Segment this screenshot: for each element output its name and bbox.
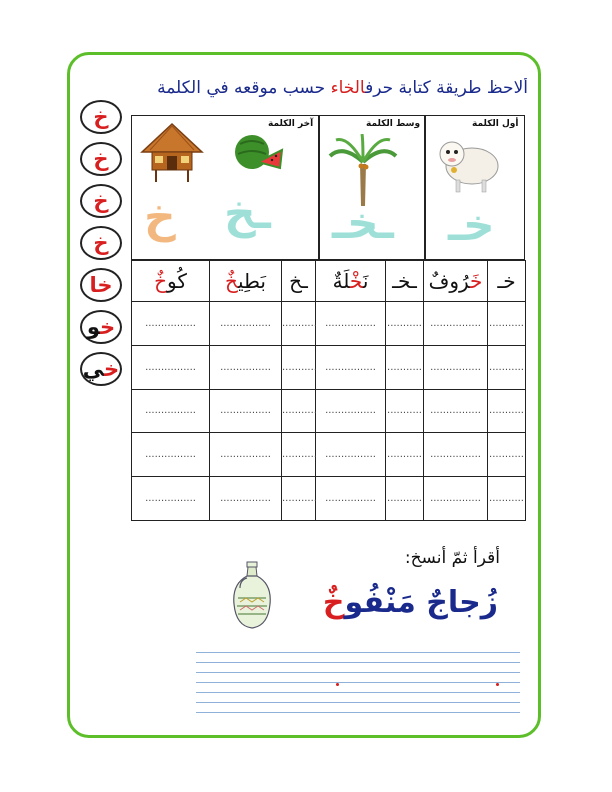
guide-line xyxy=(196,652,520,653)
writing-cell[interactable]: ........... xyxy=(488,389,526,433)
title-suffix: حسب موقعه في الكلمة xyxy=(157,78,331,98)
writing-cell[interactable]: ........... xyxy=(386,389,424,433)
title-highlight: الخاء xyxy=(330,78,366,98)
label-middle-of-word: وسط الكلمة xyxy=(366,119,421,129)
writing-cell[interactable]: ................ xyxy=(316,345,386,389)
sheep-picture xyxy=(432,132,504,196)
guide-line xyxy=(196,662,520,663)
watermelon-picture xyxy=(232,132,284,172)
guide-line xyxy=(196,702,520,703)
practice-grid xyxy=(131,260,526,521)
writing-cell[interactable]: ........... xyxy=(386,433,424,477)
writing-cell[interactable]: ........... xyxy=(386,477,424,521)
writing-cell[interactable]: ................ xyxy=(424,345,488,389)
writing-cell[interactable]: ................ xyxy=(316,302,386,346)
practice-row xyxy=(132,302,526,346)
header-letter-cell: ـخـ xyxy=(386,261,424,302)
big-letter-end-connected: ـخ xyxy=(224,188,271,239)
writing-cell[interactable]: ................ xyxy=(316,389,386,433)
writing-cell[interactable]: ........... xyxy=(282,477,316,521)
hut-picture xyxy=(140,122,204,184)
letter-form: خ xyxy=(80,226,122,260)
guide-line xyxy=(196,672,520,673)
writing-cell[interactable]: ................ xyxy=(316,433,386,477)
writing-cell[interactable]: ........... xyxy=(488,433,526,477)
divider xyxy=(318,116,320,259)
copy-phrase: زُجاجٌ مَنْفُوخٌ xyxy=(322,585,498,620)
writing-cell[interactable]: ........... xyxy=(386,302,424,346)
writing-cell[interactable]: ................ xyxy=(132,302,210,346)
writing-cell[interactable]: ................ xyxy=(210,345,282,389)
handwriting-lines[interactable] xyxy=(196,652,520,714)
header-letter-cell: ـخ xyxy=(282,261,316,302)
grid-header-row xyxy=(132,261,526,302)
label-start-of-word: أول الكلمة xyxy=(472,119,519,129)
guide-line xyxy=(196,692,520,693)
writing-cell[interactable]: ................ xyxy=(424,477,488,521)
divider xyxy=(424,116,426,259)
writing-cell[interactable]: ................ xyxy=(210,302,282,346)
writing-cell[interactable]: ................ xyxy=(132,345,210,389)
guide-line xyxy=(196,712,520,713)
letter-form: خو xyxy=(80,310,122,344)
writing-cell[interactable]: ........... xyxy=(386,345,424,389)
writing-cell[interactable]: ................ xyxy=(424,302,488,346)
jar-picture xyxy=(230,560,274,632)
letter-form: خي xyxy=(80,352,122,386)
writing-cell[interactable]: ................ xyxy=(424,389,488,433)
writing-cell[interactable]: ........... xyxy=(488,345,526,389)
writing-cell[interactable]: ................ xyxy=(132,433,210,477)
header-word-cell: كُوخٌ xyxy=(132,261,210,302)
practice-row xyxy=(132,433,526,477)
letter-form: خا xyxy=(80,268,122,302)
header-word-cell: نَخْلَةٌ xyxy=(316,261,386,302)
writing-cell[interactable]: ........... xyxy=(282,302,316,346)
big-letter-end-isolated: خ xyxy=(144,192,176,243)
big-letter-middle: ـخـ xyxy=(332,198,394,249)
palm-tree-picture xyxy=(328,134,398,208)
writing-cell[interactable]: ................ xyxy=(132,477,210,521)
writing-cell[interactable]: ........... xyxy=(282,433,316,477)
picture-panel xyxy=(131,115,525,260)
header-word-cell: خَرُوفٌ xyxy=(424,261,488,302)
writing-cell[interactable]: ................ xyxy=(424,433,488,477)
writing-cell[interactable]: ........... xyxy=(488,477,526,521)
practice-row xyxy=(132,389,526,433)
letter-form: خ xyxy=(80,184,122,218)
writing-cell[interactable]: ................ xyxy=(210,477,282,521)
start-dot xyxy=(336,683,339,686)
practice-row xyxy=(132,345,526,389)
header-letter-cell: خـ xyxy=(488,261,526,302)
label-end-of-word: آخر الكلمة xyxy=(268,119,314,129)
letter-form: خ xyxy=(80,100,122,134)
guide-line xyxy=(196,682,520,683)
letter-form: خ xyxy=(80,142,122,176)
big-letter-start: خـ xyxy=(448,200,495,251)
worksheet-title xyxy=(140,78,528,106)
writing-cell[interactable]: ................ xyxy=(132,389,210,433)
writing-cell[interactable]: ........... xyxy=(282,389,316,433)
writing-cell[interactable]: ........... xyxy=(282,345,316,389)
writing-cell[interactable]: ................ xyxy=(210,433,282,477)
writing-cell[interactable]: ................ xyxy=(316,477,386,521)
header-word-cell: بَطِيخٌ xyxy=(210,261,282,302)
title-prefix: ألاحظ طريقة كتابة حرف xyxy=(365,78,528,98)
writing-cell[interactable]: ........... xyxy=(488,302,526,346)
start-dot xyxy=(496,683,499,686)
practice-row xyxy=(132,477,526,521)
instruction-text: أقرأ ثمّ أنسخ: xyxy=(404,548,500,568)
writing-cell[interactable]: ................ xyxy=(210,389,282,433)
